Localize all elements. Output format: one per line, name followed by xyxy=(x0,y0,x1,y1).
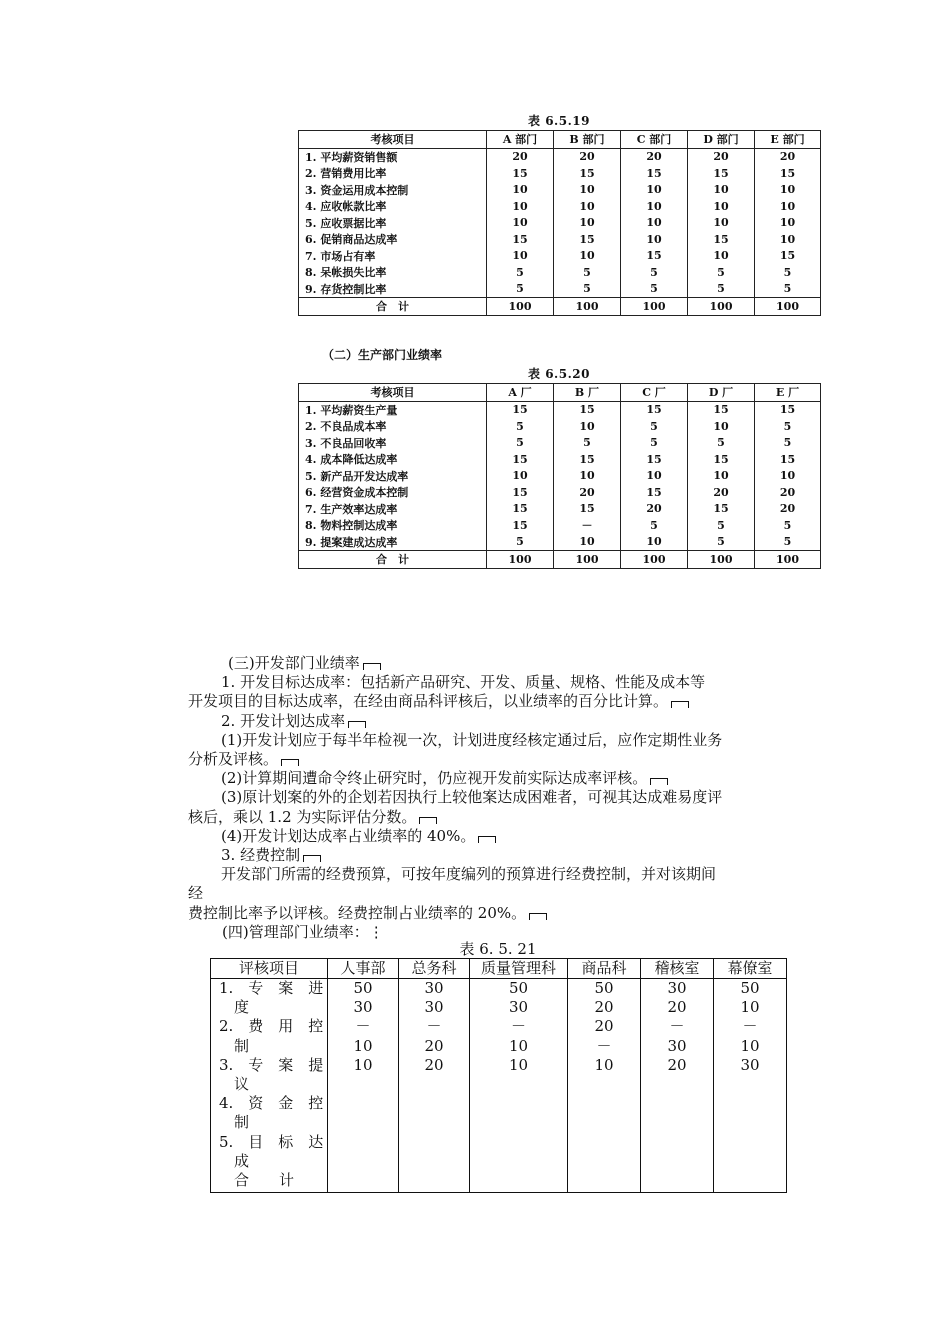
table-cell: 5 xyxy=(487,534,554,551)
table-cell: 15 xyxy=(487,401,554,418)
paragraph-line: 3. 经费控制 xyxy=(206,846,301,865)
column-header: E 部门 xyxy=(755,131,821,149)
table-cell: 10 xyxy=(621,231,688,248)
item-line: 制 xyxy=(219,1036,250,1055)
section4-title: (四)管理部门业绩率：⋮ xyxy=(222,922,384,941)
table-cell: － xyxy=(554,517,621,534)
table-cell: 5 xyxy=(755,517,821,534)
total-cell: 100 xyxy=(755,551,821,569)
paragraph-line: (1)开发计划应于每半年检视一次，计划进度经核定通过后，应作定期性业务 xyxy=(206,730,723,749)
item-line: 制 xyxy=(219,1113,250,1132)
table-cell: 5 xyxy=(755,281,821,298)
table-value: 10 xyxy=(508,1055,529,1074)
table-cell: 5 xyxy=(688,435,755,452)
row-label: 8. 物料控制达成率 xyxy=(299,517,487,534)
row-label: 3. 不良品回收率 xyxy=(299,435,487,452)
table-row xyxy=(299,468,821,485)
column-header: 质量管理科 xyxy=(470,959,568,979)
item-list-cell xyxy=(211,979,328,1193)
table-row xyxy=(299,198,821,215)
table-cell: 15 xyxy=(487,517,554,534)
table-cell: 15 xyxy=(755,248,821,265)
table-cell: 10 xyxy=(554,418,621,435)
row-label: 2. 营销费用比率 xyxy=(299,165,487,182)
table-cell: 10 xyxy=(554,215,621,232)
column-header: 考核项目 xyxy=(299,384,487,402)
table-cell: 5 xyxy=(621,281,688,298)
table-cell: 10 xyxy=(755,468,821,485)
table-cell: 10 xyxy=(755,215,821,232)
table-value: 30 xyxy=(424,998,444,1017)
table-cell: 10 xyxy=(487,468,554,485)
table-cell: 10 xyxy=(554,248,621,265)
table-value: 50 xyxy=(740,979,760,997)
total-label: 合 计 xyxy=(299,298,487,316)
row-label: 7. 市场占有率 xyxy=(299,248,487,265)
table-cell: 5 xyxy=(755,534,821,551)
table-cell: 20 xyxy=(621,501,688,518)
table-row xyxy=(299,231,821,248)
table-cell: 5 xyxy=(755,418,821,435)
column-header: C 厂 xyxy=(621,384,688,402)
value-column-cell xyxy=(568,979,641,1193)
table-value: 10 xyxy=(353,1055,373,1074)
table-value: － xyxy=(510,1017,526,1036)
item-line: 议 xyxy=(219,1075,250,1094)
total-cell: 100 xyxy=(554,551,621,569)
table3-caption: 表 6. 5. 21 xyxy=(459,940,537,958)
total-cell: 100 xyxy=(487,298,554,316)
table-row xyxy=(299,401,821,418)
table-value: 10 xyxy=(594,1055,614,1074)
table-cell: 10 xyxy=(554,468,621,485)
table3 xyxy=(210,958,787,1193)
table-cell: 10 xyxy=(487,182,554,199)
table-cell: 20 xyxy=(755,484,821,501)
table-cell: 10 xyxy=(688,468,755,485)
value-column-cell xyxy=(470,979,568,1193)
table-cell: 20 xyxy=(554,148,621,165)
table-cell: 10 xyxy=(688,248,755,265)
paragraph-line: (2)计算期间遭命令终止研究时，仍应视开发前实际达成率评核。 xyxy=(206,769,648,788)
edit-mark-icon xyxy=(650,778,668,785)
row-label: 7. 生产效率达成率 xyxy=(299,501,487,518)
column-header: A 厂 xyxy=(487,384,554,402)
total-cell: 100 xyxy=(688,551,755,569)
column-header: C 部门 xyxy=(621,131,688,149)
table-cell: 5 xyxy=(554,281,621,298)
table-row xyxy=(299,182,821,199)
table-cell: 15 xyxy=(487,501,554,518)
row-label: 4. 应收帐款比率 xyxy=(299,198,487,215)
edit-mark-icon xyxy=(363,663,381,670)
table-cell: 5 xyxy=(755,264,821,281)
table-row xyxy=(299,248,821,265)
table-value: － xyxy=(596,1036,612,1055)
table-cell: 10 xyxy=(755,182,821,199)
table-cell: 5 xyxy=(554,435,621,452)
table-cell: 20 xyxy=(755,148,821,165)
item-line: 度 xyxy=(219,998,250,1017)
table-cell: 5 xyxy=(688,534,755,551)
column-header: E 厂 xyxy=(755,384,821,402)
table-value: 30 xyxy=(508,998,529,1017)
table-cell: 10 xyxy=(554,534,621,551)
table-cell: 5 xyxy=(688,281,755,298)
row-label: 2. 不良品成本率 xyxy=(299,418,487,435)
table-cell: 10 xyxy=(621,198,688,215)
table-row xyxy=(299,418,821,435)
table-cell: 10 xyxy=(688,198,755,215)
item-line: 4. 资 金 控 xyxy=(219,1094,324,1113)
row-label: 6. 促销商品达成率 xyxy=(299,231,487,248)
row-label: 5. 新产品开发达成率 xyxy=(299,468,487,485)
table-cell: 15 xyxy=(755,401,821,418)
table-value: 30 xyxy=(353,998,373,1017)
table-cell: 10 xyxy=(621,534,688,551)
row-label: 1. 平均薪资生产量 xyxy=(299,401,487,418)
row-label: 9. 存货控制比率 xyxy=(299,281,487,298)
table-value: 30 xyxy=(424,979,444,997)
paragraph-line: 分析及评核。 xyxy=(188,750,279,769)
table-cell: 15 xyxy=(755,165,821,182)
table-cell: 10 xyxy=(755,231,821,248)
value-column-cell xyxy=(399,979,470,1193)
table-value: 50 xyxy=(594,979,614,997)
table-cell: 5 xyxy=(755,435,821,452)
table-cell: 15 xyxy=(621,401,688,418)
paragraph-line: 2. 开发计划达成率 xyxy=(206,711,346,730)
table-cell: 15 xyxy=(688,451,755,468)
paragraph-line: 经 xyxy=(188,884,204,903)
item-line: 1. 专 案 进 xyxy=(219,979,324,997)
table-value: 30 xyxy=(667,979,687,997)
item-line: 成 xyxy=(219,1151,250,1170)
table-cell: 15 xyxy=(621,451,688,468)
table-cell: 15 xyxy=(688,165,755,182)
table-value: 20 xyxy=(424,1055,444,1074)
table-cell: 10 xyxy=(688,418,755,435)
table-cell: 10 xyxy=(621,182,688,199)
table-value: 10 xyxy=(508,1036,529,1055)
column-header: 稽核室 xyxy=(641,959,714,979)
table2 xyxy=(298,383,821,569)
table-cell: 15 xyxy=(487,231,554,248)
table-value: 20 xyxy=(594,1017,614,1036)
edit-mark-icon xyxy=(281,759,299,766)
table-cell: 10 xyxy=(554,198,621,215)
table-cell: 15 xyxy=(554,501,621,518)
table-value: 30 xyxy=(667,1036,687,1055)
table-cell: 10 xyxy=(688,182,755,199)
section3-title: (三)开发部门业绩率 xyxy=(228,654,360,672)
column-header: B 厂 xyxy=(554,384,621,402)
edit-mark-icon xyxy=(303,855,321,862)
table2-caption: 表 6.5.20 xyxy=(528,367,590,381)
table-value: － xyxy=(355,1017,371,1036)
table-cell: 15 xyxy=(554,451,621,468)
row-label: 8. 呆帐损失比率 xyxy=(299,264,487,281)
table-cell: 20 xyxy=(487,148,554,165)
table1-header-row xyxy=(299,131,821,149)
total-cell: 100 xyxy=(621,298,688,316)
column-header: 评核项目 xyxy=(211,959,328,979)
table-row xyxy=(299,484,821,501)
table2-header-row xyxy=(299,384,821,402)
total-cell: 100 xyxy=(688,298,755,316)
column-header: A 部门 xyxy=(487,131,554,149)
table-cell: 15 xyxy=(621,248,688,265)
table-cell: 15 xyxy=(688,231,755,248)
table-cell: 5 xyxy=(688,264,755,281)
item-line: 2. 费 用 控 xyxy=(219,1017,324,1036)
table-value: 20 xyxy=(667,998,687,1017)
table-cell: 15 xyxy=(688,401,755,418)
table-value: 20 xyxy=(424,1036,444,1055)
table-cell: 20 xyxy=(621,148,688,165)
table-value: － xyxy=(426,1017,442,1036)
table-cell: 15 xyxy=(755,451,821,468)
table-row xyxy=(299,501,821,518)
table-row xyxy=(299,215,821,232)
table-cell: 20 xyxy=(688,484,755,501)
section2-title: （二）生产部门业绩率 xyxy=(322,348,443,362)
item-line: 合 计 xyxy=(219,1171,295,1190)
paragraph-line: 开发项目的目标达成率，在经由商品科评核后，以业绩率的百分比计算。 xyxy=(188,692,669,711)
total-row xyxy=(299,551,821,569)
column-header: 考核项目 xyxy=(299,131,487,149)
edit-mark-icon xyxy=(478,836,496,843)
value-column-cell xyxy=(328,979,399,1193)
table-row xyxy=(299,534,821,551)
paragraph-line: (3)原计划案的外的企划若因执行上较他案达成困难者，可视其达成难易度评 xyxy=(206,788,723,807)
table-cell: 10 xyxy=(621,215,688,232)
table-cell: 5 xyxy=(621,435,688,452)
table-cell: 5 xyxy=(688,517,755,534)
total-cell: 100 xyxy=(621,551,688,569)
table-row xyxy=(299,264,821,281)
table3-header-row xyxy=(211,959,787,979)
table-cell: 15 xyxy=(554,231,621,248)
table-value: 50 xyxy=(508,979,529,997)
row-label: 9. 提案建成达成率 xyxy=(299,534,487,551)
table-row xyxy=(299,517,821,534)
value-column-cell xyxy=(641,979,714,1193)
table-cell: 15 xyxy=(487,484,554,501)
total-label: 合 计 xyxy=(299,551,487,569)
table-cell: 5 xyxy=(621,264,688,281)
item-line: 3. 专 案 提 xyxy=(219,1055,324,1074)
table1-caption: 表 6.5.19 xyxy=(528,114,590,128)
table3-body-row xyxy=(211,979,787,1193)
table-cell: 20 xyxy=(755,501,821,518)
table-row xyxy=(299,435,821,452)
table-cell: 5 xyxy=(621,517,688,534)
table-value: 20 xyxy=(594,998,614,1017)
table-cell: 15 xyxy=(554,401,621,418)
table-cell: 5 xyxy=(487,418,554,435)
row-label: 3. 资金运用成本控制 xyxy=(299,182,487,199)
table-cell: 15 xyxy=(487,165,554,182)
table-cell: 20 xyxy=(688,148,755,165)
table-cell: 10 xyxy=(621,468,688,485)
column-header: 幕僚室 xyxy=(714,959,787,979)
row-label: 1. 平均薪资销售额 xyxy=(299,148,487,165)
column-header: 商品科 xyxy=(568,959,641,979)
edit-mark-icon xyxy=(348,721,366,728)
value-column-cell xyxy=(714,979,787,1193)
column-header: 人事部 xyxy=(328,959,399,979)
table-value: 10 xyxy=(740,998,760,1017)
table-row xyxy=(299,148,821,165)
column-header: D 部门 xyxy=(688,131,755,149)
table-value: 50 xyxy=(353,979,373,997)
table-cell: 5 xyxy=(487,281,554,298)
edit-mark-icon xyxy=(529,913,547,920)
table-cell: 10 xyxy=(487,198,554,215)
table-cell: 15 xyxy=(487,451,554,468)
paragraph-line: 1. 开发目标达成率：包括新产品研究、开发、质量、规格、性能及成本等 xyxy=(206,673,706,692)
paragraph-line: (4)开发计划达成率占业绩率的 40%。 xyxy=(206,826,476,845)
table-value: － xyxy=(742,1017,758,1036)
row-label: 4. 成本降低达成率 xyxy=(299,451,487,468)
paragraph-line: 核后，乘以 1.2 为实际评估分数。 xyxy=(188,807,417,826)
paragraph-line: 开发部门所需的经费预算，可按年度编列的预算进行经费控制，并对该期间 xyxy=(206,865,717,884)
table-value: 10 xyxy=(740,1036,760,1055)
total-row xyxy=(299,298,821,316)
edit-mark-icon xyxy=(419,817,437,824)
column-header: 总务科 xyxy=(399,959,470,979)
table-value: － xyxy=(669,1017,685,1036)
table-cell: 15 xyxy=(688,501,755,518)
table1 xyxy=(298,130,821,316)
item-line: 5. 目 标 达 xyxy=(219,1132,324,1151)
total-cell: 100 xyxy=(487,551,554,569)
table-cell: 10 xyxy=(755,198,821,215)
table-row xyxy=(299,451,821,468)
column-header: D 厂 xyxy=(688,384,755,402)
table-cell: 20 xyxy=(554,484,621,501)
row-label: 6. 经营资金成本控制 xyxy=(299,484,487,501)
table-row xyxy=(299,165,821,182)
table-cell: 5 xyxy=(487,435,554,452)
total-cell: 100 xyxy=(554,298,621,316)
row-label: 5. 应收票据比率 xyxy=(299,215,487,232)
table-cell: 5 xyxy=(487,264,554,281)
body-text xyxy=(188,654,788,942)
table-cell: 10 xyxy=(688,215,755,232)
table-cell: 10 xyxy=(554,182,621,199)
column-header: B 部门 xyxy=(554,131,621,149)
total-cell: 100 xyxy=(755,298,821,316)
table-value: 30 xyxy=(740,1055,760,1074)
table-cell: 5 xyxy=(554,264,621,281)
table-value: 20 xyxy=(667,1055,687,1074)
table-cell: 15 xyxy=(621,484,688,501)
table-cell: 15 xyxy=(621,165,688,182)
table-cell: 10 xyxy=(487,248,554,265)
table-value: 10 xyxy=(353,1036,373,1055)
edit-mark-icon xyxy=(671,701,689,708)
table-cell: 5 xyxy=(621,418,688,435)
paragraph-line: 费控制比率予以评核。经费控制占业绩率的 20%。 xyxy=(188,903,527,922)
table-cell: 10 xyxy=(487,215,554,232)
table-cell: 15 xyxy=(554,165,621,182)
table-row xyxy=(299,281,821,298)
